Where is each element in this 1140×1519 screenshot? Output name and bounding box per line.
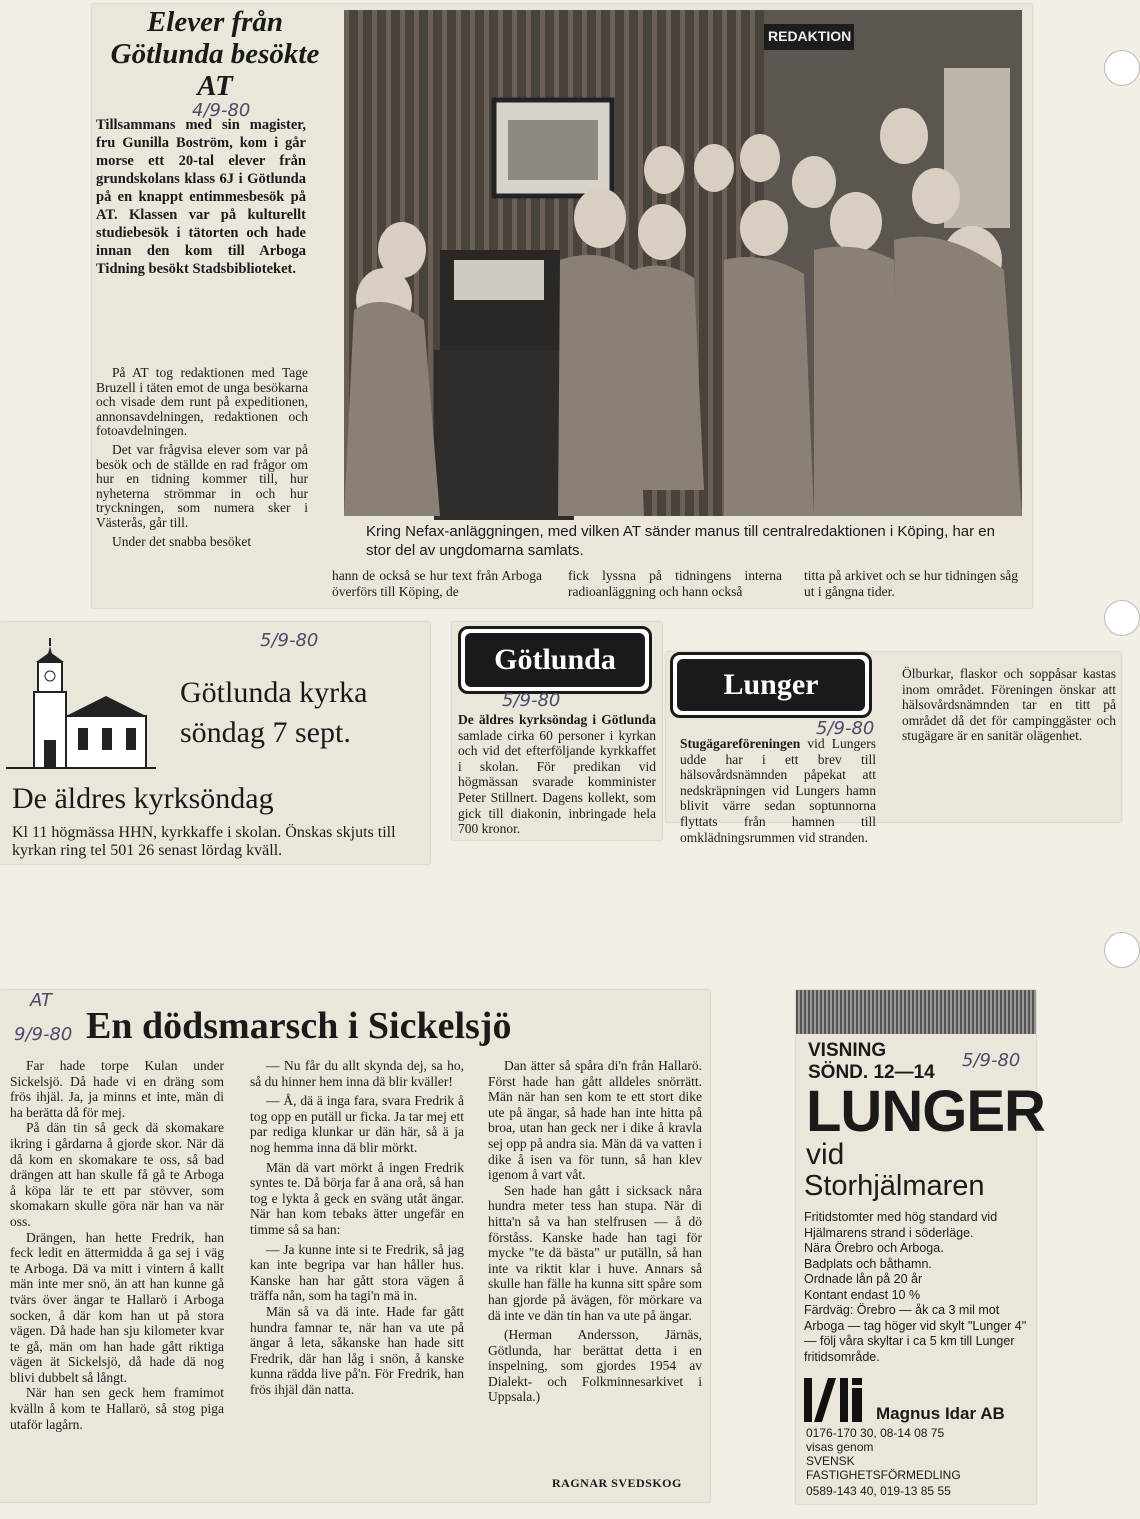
story-paragraph: — Å, dä ä inga fara, svara Fredrik å tog opp en putäll ur ficka. Ja tar mej ett par rediga klunkar ur dän här, så ä ja nog hemma inna dä blir mörkt. (250, 1093, 464, 1155)
ad-place: Storhjälmaren (804, 1170, 985, 1202)
punch-hole (1104, 600, 1140, 636)
story-paragraph: Drängen, han hette Fredrik, han feck ledit en ättermidda å ga sej i väg te Arboga. Dä va mitt i vintern å kallt män inte mer snö, än att han kunne gå tvärs över ängar te Hallarö i Arboga socken, å där kom han ut på stora vägen. Då hade han sju kilometer kvar te gå, män om han hade gått riktiga vägen ät Sickelsjö, då hade dä nog blivi dubbelt så långt. (10, 1229, 224, 1385)
news-lead: Stugägareföreningen (680, 736, 801, 751)
story-column-3 (488, 1058, 702, 1405)
story-paragraph: På dän tin så geck dä skomakare ikring i gårdarna å gjorde skor. När dä då kom en skomakare te oss, så bad drängen att han skulle få gå te Arboga å köpa lär te ett par stövver, som skomakarn skulle göra när han va när oss. (10, 1120, 224, 1229)
lunger-property-ad (796, 990, 1045, 1504)
redaktion-sign: REDAKTION (768, 28, 852, 44)
ad-vid: vid (806, 1138, 845, 1171)
story-paragraph: Dan ätter så spåra di'n från Hallarö. Först hade han gått alldeles snörrätt. Män när han sen kom te ett stort dike ute på ängar, så hade han inte hitta på broa, utan han geck ner i dike å kravla sej opp på andra sia. Män dä va vatten i dike å isen va för tunn, så han klev igenom å vart våt. (488, 1058, 702, 1183)
story-column-1 (10, 1058, 224, 1432)
ad-detail-line: Fritidstomter med hög standard vid Hjälmarens strand i söderläge. (804, 1210, 998, 1240)
gotlunda-news-clipping (452, 622, 662, 840)
ad-agency-line2: FASTIGHETSFÖRMEDLING (806, 1468, 961, 1482)
ad-viewing-time: SÖND. 12—14 (808, 1062, 935, 1083)
news-text: samlade cirka 60 personer i kyrkan och vid det efterföljande kyrkkaffet i skolan. För predikan vid högmässan svarade komminister Peter Stillnert. Dagens kollekt, som gick till diakonin, inbringade hela 700 kronor. (458, 727, 656, 837)
ad-details (804, 1210, 1030, 1365)
story-paragraph: — Nu får du allt skynda dej, sa ho, så du hinner hem inna dä blir kväller! (250, 1058, 464, 1089)
article-continuation: titta på arkivet och se hur tidningen såg ut i gångna tider. (804, 568, 1018, 599)
ad-big-title: LUNGER (806, 1079, 1045, 1144)
group-photo-illustration (344, 10, 1022, 516)
news-photo (344, 10, 1022, 516)
ad-header-stripe (796, 990, 1036, 1034)
story-paragraph: Män så va dä inte. Hade far gått hundra famnar te, när han va ute på ängar å leta, såkanske han hade sitt Fredrik, där han låg i snön, å kanske kunna rädda live på'n. För Fredrik, han frös ihjäl dän natta. (250, 1303, 464, 1397)
ad-phone2: 0589-143 40, 019-13 85 55 (806, 1484, 951, 1498)
article-continuation: fick lyssna på tidningens interna radioanläggning och hann också (568, 568, 782, 599)
story-paragraph: — Ja kunne inte si te Fredrik, så jag kan inte begripa var han håller hus. Kanske han har gått stora vägen å träffa nån, som ha tagi'n mä in. (250, 1241, 464, 1304)
ad-detail-line: Nära Örebro och Arboga. (804, 1241, 944, 1255)
story-paragraph: Sen hade han gått i sicksack nåra hundra meter tess han stupa. När di hitta'n så va han stelfrusen — å dö förståss. Kanske hade han tagi för mycke "te dä bästa" ur putälln, så han inte va riktit klar i huve. Annars så skulle han fälle ha kunna sitt spåre som han gjorde på ävägen, för mörkare va dä inte ve dän tin han va ute på ängar. (488, 1182, 702, 1323)
ad-detail-line: Ordnade lån på 20 år (804, 1272, 923, 1286)
handwritten-date: 5/9-80 (502, 690, 561, 711)
story-headline: En dödsmarsch i Sickelsjö (86, 1005, 512, 1047)
church-ad-clipping (0, 622, 430, 864)
church-icon (6, 636, 156, 776)
news-body-second: Ölburkar, flaskor och soppåsar kastas inom området. Föreningen önskar att hälsovårdsnämnden tar en titt på området då det för campinggäster och stugägare är en sanitär olägenhet. (902, 666, 1116, 744)
church-title-line1: Götlunda kyrka (180, 676, 368, 709)
article-continuation: hann de också se hur text från Arboga överförs till Köping, de (332, 568, 542, 599)
punch-hole (1104, 50, 1140, 86)
handwritten-date: 4/9-80 (192, 100, 251, 121)
article-headline: Elever från Götlunda besökte AT (110, 6, 320, 102)
section-label-text: Götlunda (465, 633, 645, 687)
photo-caption: Kring Nefax-anläggningen, med vilken AT sänder manus till centralredaktionen i Köping, har en stor del av ungdomarna samlats. (366, 523, 995, 559)
church-subtitle: De äldres kyrksöndag (12, 782, 274, 815)
article-body (96, 366, 308, 549)
story-paragraph: Män dä vart mörkt å ingen Fredrik syntes te. Då börja far å ana orå, så han tog e lykta å geck en sväng utåt ängar. När han kom tebaks ätter ungefär en timme så sa han: (250, 1159, 464, 1237)
section-label-text: Lunger (677, 659, 865, 711)
ad-viewing-label: VISNING (808, 1040, 887, 1061)
handwritten-note: AT (30, 990, 52, 1011)
article-paragraph: Under det snabba besöket (112, 533, 252, 549)
ad-detail-line: Kontant endast 10 % (804, 1287, 921, 1302)
ad-agency-line1: SVENSK (806, 1454, 855, 1468)
story-paragraph: När han sen geck hem framimot kvälln å kom te Hallarö, så stog piga utaför lagårn. (10, 1385, 224, 1432)
story-column-2 (250, 1058, 464, 1397)
church-body: Kl 11 högmässa HHN, kyrkkaffe i skolan. Önskas skjuts till kyrkan ring tel 501 26 senast lördag kväll. (12, 824, 396, 859)
ad-detail-line: Färdväg: Örebro — åk ca 3 mil mot Arboga — tag höger vid skylt "Lunger 4" — följ våra skyltar i ca 5 km till Lunger fritidsområde. (804, 1303, 1027, 1364)
news-body-first (680, 736, 876, 845)
story-paragraph: (Herman Andersson, Järnäs, Götlunda, har berättat detta i en inspelning, som gjordes 1954 av Dialekt- och Folkminnesarkivet i Uppsala.) (488, 1327, 702, 1405)
section-label (458, 626, 652, 694)
news-text: vid Lungers udde har i ett brev till hälsovårdsnämnden påpekat att nedskräpningen vid Lungers hamn blivit värre sedan soptunnorna flyttats från hamnen till omklädningsrummen vid stranden. (680, 736, 876, 845)
church-title-line2: söndag 7 sept. (180, 716, 351, 749)
news-body (458, 712, 656, 837)
punch-hole (1104, 932, 1140, 968)
handwritten-date: 9/9-80 (14, 1024, 73, 1045)
story-byline: RAGNAR SVEDSKOG (552, 1476, 682, 1490)
article-paragraph: På AT tog redaktionen med Tage Bruzell i täten emot de unga besökarna och visade dem runt på expeditionen, annonsavdelningen, redaktionen och fotoavdelningen. (96, 365, 308, 439)
story-paragraph: Far hade torpe Kulan under Sickelsjö. Då hade vi en dräng som frös ihjäl. Ja, ja minns et inte, män di ha berätta då för mej. (10, 1058, 224, 1120)
article-clipping-at-visit (92, 4, 1032, 608)
ad-phone: 0176-170 30, 08-14 08 75 (806, 1426, 945, 1440)
ad-detail-line: Badplats och båthamn. (804, 1256, 932, 1271)
mi-logo-icon (804, 1378, 872, 1422)
news-lead: De äldres kyrksöndag i Götlunda (458, 712, 656, 727)
section-label (670, 652, 872, 718)
handwritten-date: 5/9-80 (260, 630, 319, 651)
handwritten-date: 5/9-80 (816, 718, 875, 739)
lunger-news-clipping (666, 652, 1121, 845)
story-clipping-sickelsjo (0, 990, 710, 1502)
handwritten-date: 5/9-80 (962, 1050, 1021, 1071)
article-paragraph: Det var frågvisa elever som var på besök och de ställde en rad frågor om hur en tidning kommer till, hur nyheterna strömmar in och hur tryckningen, som numera sker i Västerås, går till. (96, 441, 308, 530)
ad-via: visas genom (806, 1440, 874, 1454)
article-lead: Tillsammans med sin magister, fru Gunilla Boström, kom i går morse ett 20-tal elever från grundskolans klass 6J i Götlunda på en knappt entimmesbesök på AT. Klassen var på kulturellt studiebesök i tätorten och hade innan den kom till Arboga Tidning besökt Stadsbiblioteket. (96, 117, 306, 277)
ad-company: Magnus Idar AB (876, 1404, 1005, 1423)
